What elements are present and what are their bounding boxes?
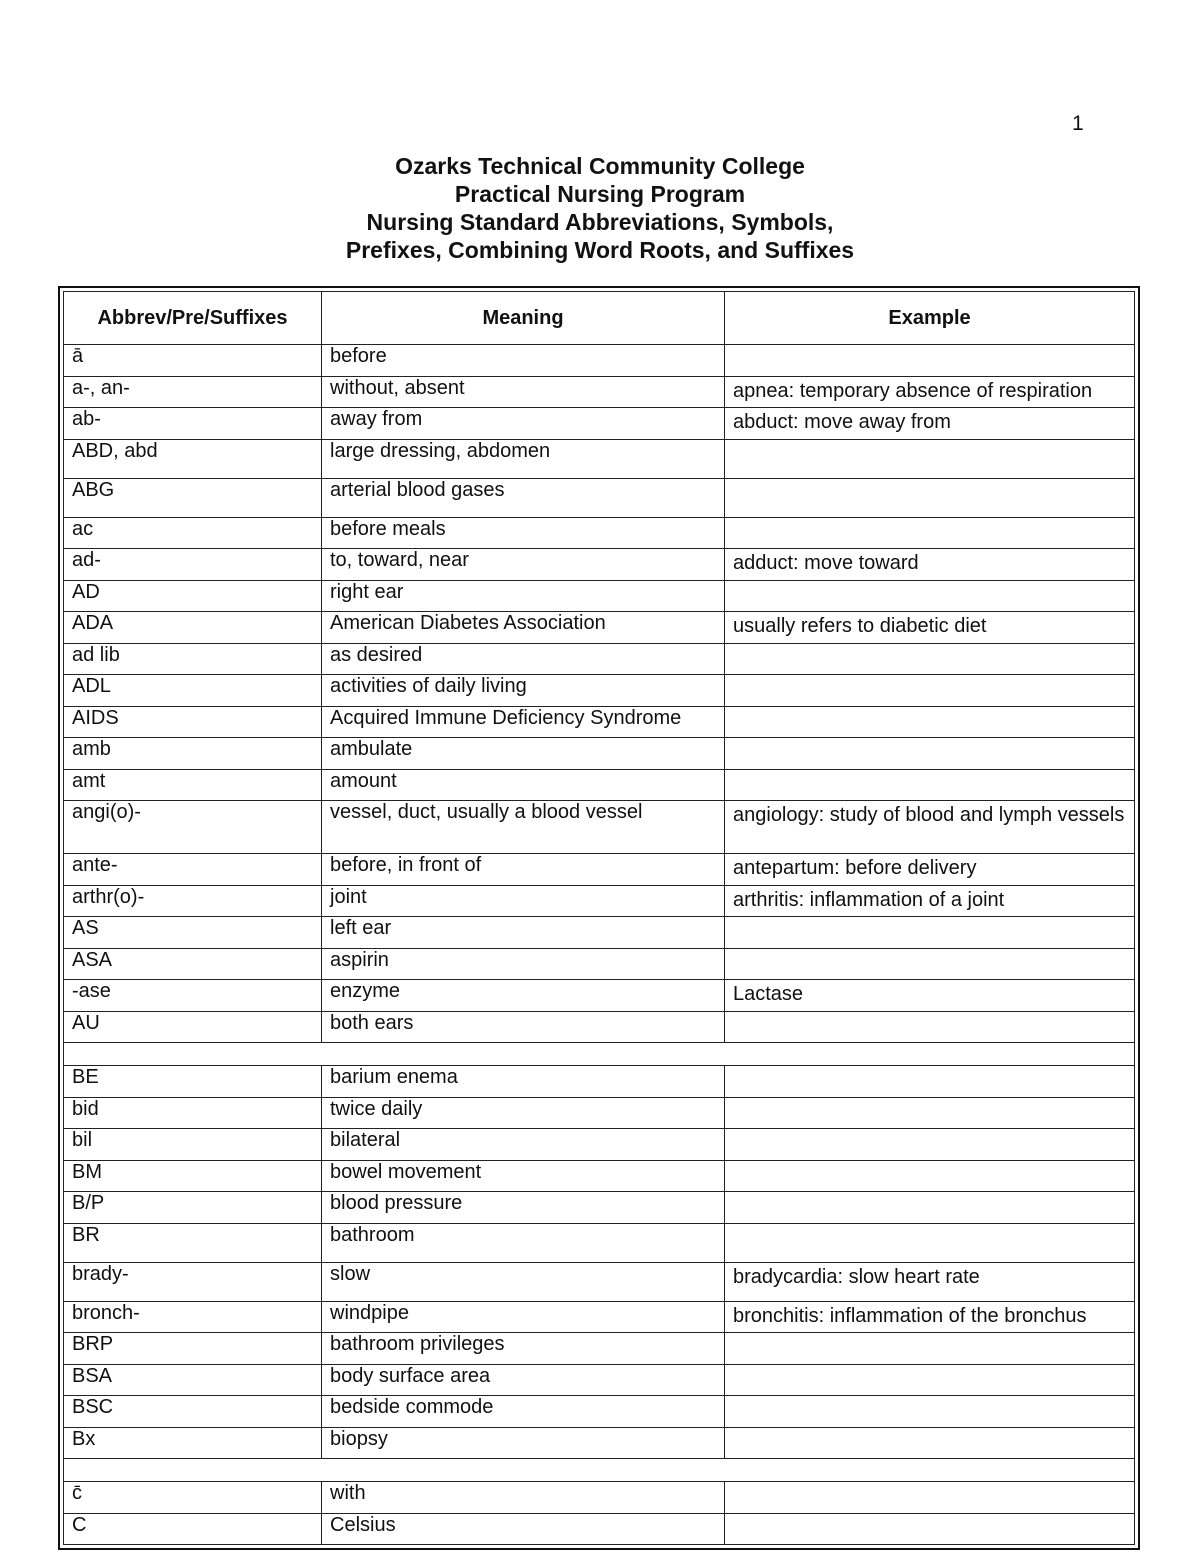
- abbreviation-cell: Bx: [64, 1427, 322, 1459]
- meaning-cell: body surface area: [322, 1364, 725, 1396]
- abbreviation-cell: AIDS: [64, 706, 322, 738]
- example-cell: usually refers to diabetic diet: [725, 612, 1135, 644]
- abbreviation-cell: ac: [64, 517, 322, 549]
- title-line: Ozarks Technical Community College: [395, 153, 805, 179]
- abbreviation-cell: BRP: [64, 1333, 322, 1365]
- meaning-cell: vessel, duct, usually a blood vessel: [322, 801, 725, 854]
- abbreviation-cell: ā: [64, 345, 322, 377]
- table-row: [64, 854, 1135, 886]
- meaning-cell: bathroom privileges: [322, 1333, 725, 1365]
- abbreviation-cell: BSC: [64, 1396, 322, 1428]
- example-cell: [725, 1333, 1135, 1365]
- table-row: [64, 706, 1135, 738]
- column-header-abbrev: Abbrev/Pre/Suffixes: [64, 292, 322, 345]
- abbreviation-cell: BSA: [64, 1364, 322, 1396]
- abbreviation-cell: angi(o)-: [64, 801, 322, 854]
- table-row: [64, 612, 1135, 644]
- meaning-cell: enzyme: [322, 980, 725, 1012]
- meaning-cell: to, toward, near: [322, 549, 725, 581]
- meaning-cell: barium enema: [322, 1066, 725, 1098]
- meaning-cell: Acquired Immune Deficiency Syndrome: [322, 706, 725, 738]
- table-row: [64, 517, 1135, 549]
- example-cell: arthritis: inflammation of a joint: [725, 885, 1135, 917]
- table-row: [64, 549, 1135, 581]
- meaning-cell: with: [322, 1482, 725, 1514]
- meaning-cell: bedside commode: [322, 1396, 725, 1428]
- table-row: [64, 1364, 1135, 1396]
- abbreviations-table-frame: [58, 286, 1140, 1550]
- table-row: [64, 980, 1135, 1012]
- example-cell: apnea: temporary absence of respiration: [725, 376, 1135, 408]
- meaning-cell: before meals: [322, 517, 725, 549]
- meaning-cell: both ears: [322, 1011, 725, 1043]
- example-cell: [725, 1513, 1135, 1545]
- example-cell: [725, 1066, 1135, 1098]
- abbreviation-cell: AU: [64, 1011, 322, 1043]
- spacer-cell: [64, 1459, 1135, 1482]
- example-cell: [725, 439, 1135, 478]
- abbreviation-cell: ASA: [64, 948, 322, 980]
- abbreviation-cell: ABD, abd: [64, 439, 322, 478]
- table-row: [64, 1192, 1135, 1224]
- abbreviation-cell: bil: [64, 1129, 322, 1161]
- meaning-cell: bathroom: [322, 1223, 725, 1262]
- table-row: [64, 643, 1135, 675]
- meaning-cell: arterial blood gases: [322, 478, 725, 517]
- meaning-cell: activities of daily living: [322, 675, 725, 707]
- title-line: Prefixes, Combining Word Roots, and Suffixes: [345, 237, 855, 263]
- abbreviation-cell: BR: [64, 1223, 322, 1262]
- example-cell: [725, 675, 1135, 707]
- section-spacer-row: [64, 1043, 1135, 1066]
- meaning-cell: Celsius: [322, 1513, 725, 1545]
- abbreviation-cell: bid: [64, 1097, 322, 1129]
- table-row: [64, 1160, 1135, 1192]
- abbreviation-cell: ad-: [64, 549, 322, 581]
- meaning-cell: blood pressure: [322, 1192, 725, 1224]
- spacer-cell: [64, 1043, 1135, 1066]
- abbreviation-cell: c̄: [64, 1482, 322, 1514]
- meaning-cell: bilateral: [322, 1129, 725, 1161]
- table-row: [64, 885, 1135, 917]
- abbreviation-cell: -ase: [64, 980, 322, 1012]
- meaning-cell: aspirin: [322, 948, 725, 980]
- table-row: [64, 1223, 1135, 1262]
- abbreviation-cell: ABG: [64, 478, 322, 517]
- header-row: [64, 292, 1135, 345]
- example-cell: antepartum: before delivery: [725, 854, 1135, 886]
- abbreviation-cell: ADL: [64, 675, 322, 707]
- meaning-cell: as desired: [322, 643, 725, 675]
- example-cell: [725, 1011, 1135, 1043]
- meaning-cell: without, absent: [322, 376, 725, 408]
- abbreviation-cell: ad lib: [64, 643, 322, 675]
- meaning-cell: before: [322, 345, 725, 377]
- table-row: [64, 1301, 1135, 1333]
- example-cell: [725, 706, 1135, 738]
- document-title: [0, 152, 1200, 264]
- section-spacer-row: [64, 1459, 1135, 1482]
- abbreviation-cell: ab-: [64, 408, 322, 440]
- abbreviation-cell: B/P: [64, 1192, 322, 1224]
- meaning-cell: before, in front of: [322, 854, 725, 886]
- title-line: Nursing Standard Abbreviations, Symbols,: [366, 209, 834, 235]
- example-cell: [725, 345, 1135, 377]
- table-row: [64, 1011, 1135, 1043]
- meaning-cell: large dressing, abdomen: [322, 439, 725, 478]
- table-body: [64, 345, 1135, 1545]
- abbreviation-cell: BE: [64, 1066, 322, 1098]
- example-cell: [725, 1129, 1135, 1161]
- abbreviation-cell: amb: [64, 738, 322, 770]
- example-cell: bradycardia: slow heart rate: [725, 1262, 1135, 1301]
- table-row: [64, 1396, 1135, 1428]
- meaning-cell: biopsy: [322, 1427, 725, 1459]
- abbreviation-cell: C: [64, 1513, 322, 1545]
- abbreviation-cell: a-, an-: [64, 376, 322, 408]
- abbreviation-cell: bronch-: [64, 1301, 322, 1333]
- abbreviation-cell: ante-: [64, 854, 322, 886]
- table-row: [64, 376, 1135, 408]
- example-cell: [725, 1396, 1135, 1428]
- meaning-cell: American Diabetes Association: [322, 612, 725, 644]
- abbreviation-cell: brady-: [64, 1262, 322, 1301]
- example-cell: [725, 1364, 1135, 1396]
- meaning-cell: slow: [322, 1262, 725, 1301]
- example-cell: [725, 917, 1135, 949]
- abbreviation-cell: ADA: [64, 612, 322, 644]
- example-cell: [725, 738, 1135, 770]
- table-row: [64, 1066, 1135, 1098]
- example-cell: [725, 1160, 1135, 1192]
- meaning-cell: twice daily: [322, 1097, 725, 1129]
- table-row: [64, 1262, 1135, 1301]
- example-cell: [725, 1192, 1135, 1224]
- meaning-cell: ambulate: [322, 738, 725, 770]
- abbreviations-table: [63, 291, 1135, 1545]
- abbreviation-cell: AS: [64, 917, 322, 949]
- abbreviation-cell: AD: [64, 580, 322, 612]
- table-row: [64, 1482, 1135, 1514]
- example-cell: [725, 1097, 1135, 1129]
- example-cell: angiology: study of blood and lymph vessels: [725, 801, 1135, 854]
- meaning-cell: away from: [322, 408, 725, 440]
- table-row: [64, 948, 1135, 980]
- table-row: [64, 408, 1135, 440]
- abbreviation-cell: amt: [64, 769, 322, 801]
- example-cell: [725, 580, 1135, 612]
- meaning-cell: bowel movement: [322, 1160, 725, 1192]
- table-row: [64, 1427, 1135, 1459]
- table-row: [64, 675, 1135, 707]
- table-row: [64, 345, 1135, 377]
- meaning-cell: windpipe: [322, 1301, 725, 1333]
- example-cell: [725, 1427, 1135, 1459]
- example-cell: [725, 1482, 1135, 1514]
- meaning-cell: amount: [322, 769, 725, 801]
- meaning-cell: left ear: [322, 917, 725, 949]
- meaning-cell: joint: [322, 885, 725, 917]
- example-cell: Lactase: [725, 980, 1135, 1012]
- table-row: [64, 801, 1135, 854]
- table-row: [64, 1129, 1135, 1161]
- table-row: [64, 478, 1135, 517]
- abbreviation-cell: arthr(o)-: [64, 885, 322, 917]
- table-row: [64, 769, 1135, 801]
- example-cell: [725, 1223, 1135, 1262]
- example-cell: bronchitis: inflammation of the bronchus: [725, 1301, 1135, 1333]
- page-number: 1: [1072, 112, 1084, 135]
- example-cell: adduct: move toward: [725, 549, 1135, 581]
- table-row: [64, 738, 1135, 770]
- example-cell: [725, 769, 1135, 801]
- example-cell: [725, 478, 1135, 517]
- example-cell: [725, 643, 1135, 675]
- column-header-example: Example: [725, 292, 1135, 345]
- table-row: [64, 1333, 1135, 1365]
- title-line: Practical Nursing Program: [454, 181, 746, 207]
- table-row: [64, 439, 1135, 478]
- example-cell: abduct: move away from: [725, 408, 1135, 440]
- table-row: [64, 1097, 1135, 1129]
- example-cell: [725, 517, 1135, 549]
- abbreviation-cell: BM: [64, 1160, 322, 1192]
- meaning-cell: right ear: [322, 580, 725, 612]
- table-row: [64, 580, 1135, 612]
- example-cell: [725, 948, 1135, 980]
- column-header-meaning: Meaning: [322, 292, 725, 345]
- table-row: [64, 1513, 1135, 1545]
- table-row: [64, 917, 1135, 949]
